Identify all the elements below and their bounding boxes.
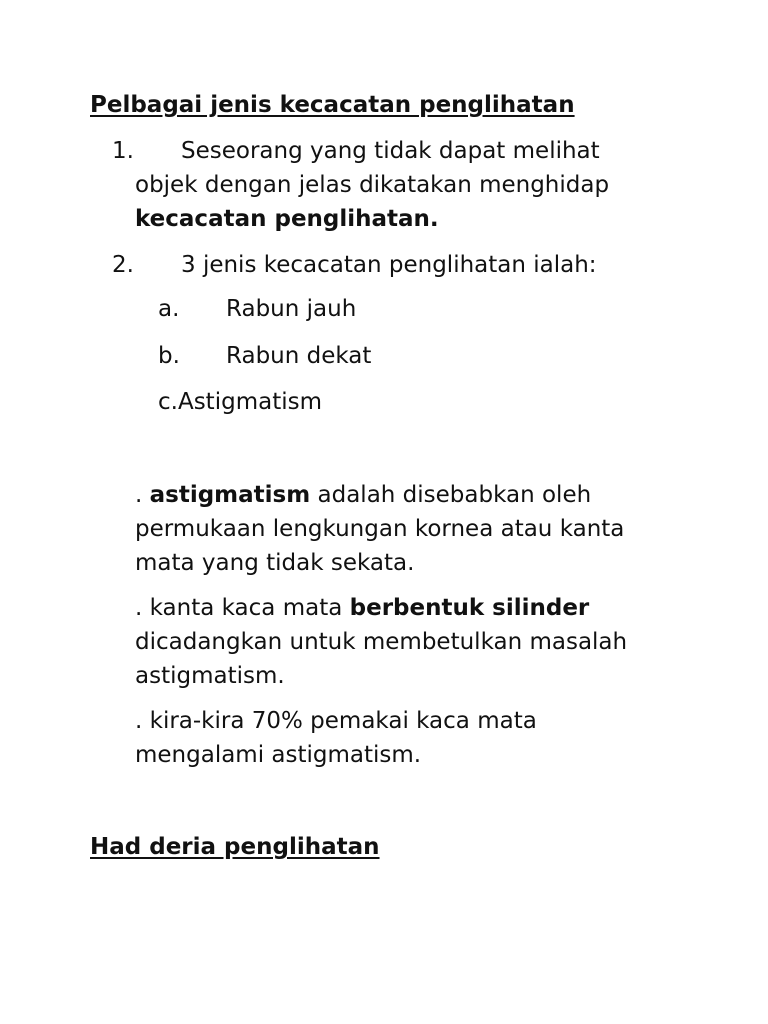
note-cylinder-lens — [135, 591, 695, 693]
note-astigmatism-cause — [135, 478, 695, 580]
note-line: mata yang tidak sekata. — [135, 550, 415, 576]
note-text: . kanta kaca mata — [135, 595, 350, 621]
item-line: objek dengan jelas dikatakan menghidap — [135, 172, 610, 198]
section-heading-had-deria: Had deria penglihatan — [90, 834, 380, 860]
note-line: . kira-kira 70% pemakai kaca mata — [135, 708, 537, 734]
item-number: 1. — [112, 138, 134, 164]
sub-item-b — [158, 339, 371, 373]
numbered-item-2 — [90, 248, 690, 282]
item-line: Seseorang yang tidak dapat melihat — [181, 138, 600, 164]
note-line: permukaan lengkungan kornea atau kanta — [135, 516, 625, 542]
sub-item-letter: c. — [158, 389, 178, 415]
item-line: 3 jenis kecacatan penglihatan ialah: — [181, 252, 597, 278]
sub-item-text: Rabun jauh — [226, 296, 357, 322]
note-line: mengalami astigmatism. — [135, 742, 422, 768]
note-text: adalah disebabkan oleh — [310, 482, 592, 508]
sub-item-text: Rabun dekat — [226, 343, 372, 369]
section-heading-kecacatan: Pelbagai jenis kecacatan penglihatan — [90, 92, 575, 118]
sub-item-a — [158, 292, 356, 326]
item-line — [90, 202, 690, 236]
sub-item-letter: b. — [158, 343, 180, 369]
note-line — [135, 595, 589, 621]
sub-item-letter: a. — [158, 296, 180, 322]
sub-item-text: Astigmatism — [177, 389, 322, 415]
bold-term: berbentuk silinder — [349, 595, 590, 621]
bold-term: kecacatan penglihatan. — [135, 206, 439, 232]
note-line — [135, 482, 591, 508]
note-bullet: . — [135, 482, 150, 508]
item-number: 2. — [112, 252, 134, 278]
note-line: dicadangkan untuk membetulkan masalah — [135, 629, 628, 655]
numbered-item-1 — [90, 134, 690, 236]
bold-term: astigmatism — [149, 482, 311, 508]
note-statistic — [135, 704, 695, 772]
sub-item-c — [158, 385, 322, 419]
note-line: astigmatism. — [135, 663, 285, 689]
